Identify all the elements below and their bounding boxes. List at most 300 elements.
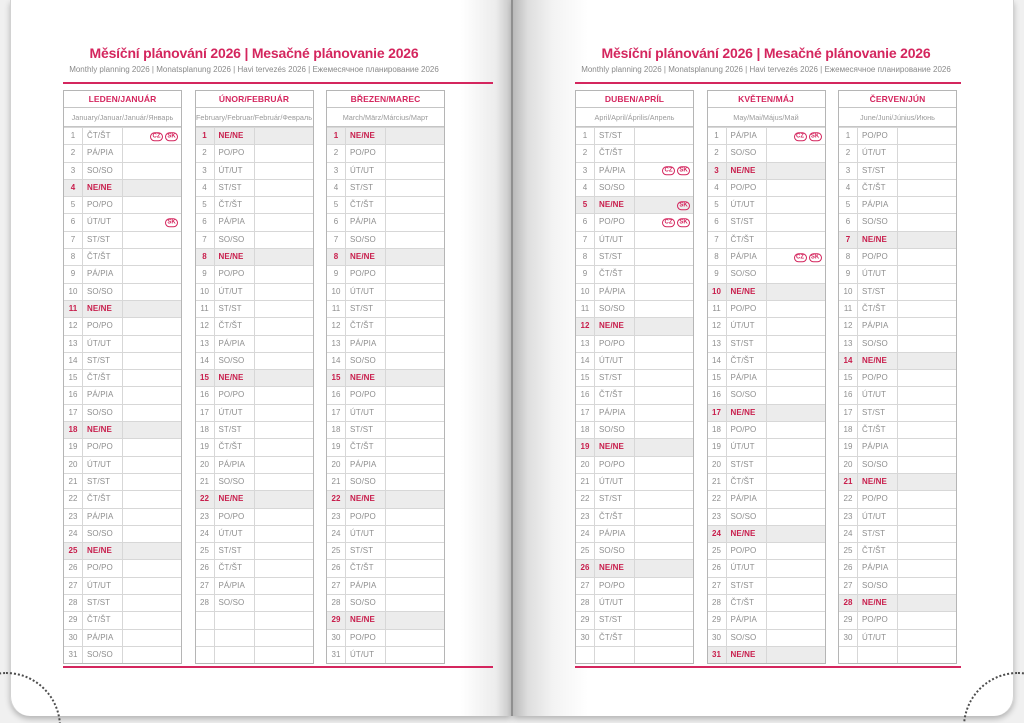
notes-cell — [767, 266, 825, 282]
day-number-cell: 2 — [327, 145, 346, 161]
day-number-cell: 15 — [839, 370, 858, 386]
day-number-cell: 10 — [64, 284, 83, 300]
day-abbrev-cell: PÁ/PIA — [83, 509, 123, 525]
notes-cell — [255, 353, 313, 369]
day-row — [708, 456, 825, 473]
month-subtitle: February/Februar/Február/Февраль — [196, 108, 313, 127]
month-header: LEDEN/JANUÁR — [64, 91, 181, 108]
day-row — [576, 144, 693, 161]
day-number-cell: 31 — [327, 647, 346, 663]
day-number-cell: 12 — [576, 318, 595, 334]
day-row — [576, 162, 693, 179]
day-row — [327, 335, 444, 352]
notes-cell — [767, 249, 825, 265]
day-number-cell: 26 — [708, 560, 727, 576]
notes-cell — [635, 353, 693, 369]
holiday-badge-cz-icon: CZ — [794, 253, 807, 262]
notes-cell — [255, 249, 313, 265]
notes-cell — [635, 509, 693, 525]
notes-cell — [898, 578, 956, 594]
day-row-sunday — [576, 196, 693, 213]
day-abbrev-cell: ČT/ŠT — [595, 266, 635, 282]
notes-cell — [123, 353, 181, 369]
day-row — [327, 317, 444, 334]
day-abbrev-cell: PO/PO — [83, 439, 123, 455]
day-number-cell: 28 — [839, 595, 858, 611]
notes-cell — [635, 214, 693, 230]
day-number-cell: 22 — [839, 491, 858, 507]
day-abbrev-cell: ST/ST — [858, 405, 898, 421]
day-abbrev-cell: NE/NE — [858, 595, 898, 611]
notes-cell — [123, 612, 181, 628]
day-number-cell: 9 — [708, 266, 727, 282]
months-row — [63, 90, 445, 664]
day-row — [708, 594, 825, 611]
day-number-cell: 28 — [64, 595, 83, 611]
day-number-cell: 5 — [708, 197, 727, 213]
day-abbrev-cell: PO/PO — [346, 266, 386, 282]
day-abbrev-cell: NE/NE — [83, 180, 123, 196]
notes-cell — [255, 387, 313, 403]
notes-cell — [386, 422, 444, 438]
notes-cell — [255, 457, 313, 473]
day-row — [708, 127, 825, 144]
notes-cell — [255, 197, 313, 213]
day-number-cell: 26 — [196, 560, 215, 576]
month-column-january — [63, 90, 182, 664]
notes-cell — [898, 612, 956, 628]
notes-cell — [386, 578, 444, 594]
day-number-cell: 5 — [196, 197, 215, 213]
day-number-cell: 16 — [64, 387, 83, 403]
bottom-rule — [63, 666, 493, 668]
day-number-cell: 19 — [196, 439, 215, 455]
day-row — [708, 508, 825, 525]
day-number-cell: 28 — [576, 595, 595, 611]
day-number-cell: 26 — [327, 560, 346, 576]
day-row — [708, 265, 825, 282]
day-row — [196, 473, 313, 490]
day-number-cell: 27 — [576, 578, 595, 594]
notes-cell — [123, 387, 181, 403]
day-abbrev-cell: ÚT/UT — [595, 595, 635, 611]
notes-cell — [635, 266, 693, 282]
day-number-cell: 27 — [708, 578, 727, 594]
day-row — [576, 300, 693, 317]
notes-cell — [386, 647, 444, 663]
day-abbrev-cell: ČT/ŠT — [83, 491, 123, 507]
day-abbrev-cell: PÁ/PIA — [346, 336, 386, 352]
day-abbrev-cell: PÁ/PIA — [727, 249, 767, 265]
day-abbrev-cell: ÚT/UT — [215, 284, 255, 300]
day-number-cell: 3 — [196, 163, 215, 179]
day-number-cell: 11 — [64, 301, 83, 317]
day-number-cell: 9 — [839, 266, 858, 282]
months-row — [575, 90, 957, 664]
day-number-cell: 19 — [576, 439, 595, 455]
day-row — [196, 577, 313, 594]
day-abbrev-cell: NE/NE — [727, 526, 767, 542]
day-abbrev-cell: PÁ/PIA — [595, 526, 635, 542]
day-row — [839, 317, 956, 334]
notes-cell — [255, 284, 313, 300]
notes-cell — [123, 630, 181, 646]
notes-cell — [898, 439, 956, 455]
day-row — [576, 369, 693, 386]
holiday-badge-sk-icon: SK — [165, 218, 178, 227]
day-number-cell: 27 — [64, 578, 83, 594]
day-row — [708, 213, 825, 230]
day-row — [839, 611, 956, 628]
day-abbrev-cell: NE/NE — [346, 128, 386, 144]
day-number-cell: 7 — [576, 232, 595, 248]
notes-cell — [767, 647, 825, 663]
notes-cell — [255, 405, 313, 421]
month-header: BŘEZEN/MAREC — [327, 91, 444, 108]
day-row — [64, 404, 181, 421]
day-row — [64, 577, 181, 594]
notes-cell — [767, 232, 825, 248]
notes-cell — [386, 630, 444, 646]
day-row — [64, 369, 181, 386]
notes-cell — [386, 370, 444, 386]
day-number-cell: 20 — [576, 457, 595, 473]
notes-cell — [635, 197, 693, 213]
day-row — [839, 629, 956, 646]
day-abbrev-cell: ÚT/UT — [346, 526, 386, 542]
notes-cell — [255, 180, 313, 196]
month-column-april — [575, 90, 694, 664]
day-abbrev-cell — [858, 647, 898, 663]
day-number-cell: 14 — [839, 353, 858, 369]
blank-day-row — [196, 611, 313, 628]
day-number-cell: 24 — [196, 526, 215, 542]
day-abbrev-cell: NE/NE — [215, 249, 255, 265]
day-number-cell: 4 — [708, 180, 727, 196]
day-abbrev-cell: ST/ST — [727, 578, 767, 594]
day-row — [196, 438, 313, 455]
notes-cell — [767, 301, 825, 317]
day-row — [839, 508, 956, 525]
notes-cell — [386, 491, 444, 507]
notes-cell — [386, 163, 444, 179]
day-row — [196, 594, 313, 611]
notes-cell — [767, 128, 825, 144]
holiday-badges — [660, 218, 690, 227]
notes-cell — [386, 318, 444, 334]
day-number-cell: 25 — [708, 543, 727, 559]
day-row — [327, 525, 444, 542]
holiday-badge-sk-icon: SK — [677, 166, 690, 175]
day-abbrev-cell: SO/SO — [858, 336, 898, 352]
day-number-cell: 10 — [196, 284, 215, 300]
day-number-cell: 29 — [708, 612, 727, 628]
day-abbrev-cell: PÁ/PIA — [858, 439, 898, 455]
day-number-cell: 10 — [327, 284, 346, 300]
day-number-cell: 16 — [196, 387, 215, 403]
day-number-cell: 18 — [64, 422, 83, 438]
day-number-cell: 12 — [64, 318, 83, 334]
notes-cell — [255, 543, 313, 559]
notes-cell — [255, 491, 313, 507]
day-number-cell: 19 — [708, 439, 727, 455]
day-number-cell — [196, 647, 215, 663]
day-abbrev-cell: SO/SO — [727, 387, 767, 403]
day-number-cell: 9 — [576, 266, 595, 282]
page-title: Měsíční plánování 2026 | Mesačné plánovanie 2026 — [89, 45, 419, 61]
day-abbrev-cell: ÚT/UT — [858, 387, 898, 403]
day-number-cell: 28 — [196, 595, 215, 611]
day-row — [64, 490, 181, 507]
day-abbrev-cell: SO/SO — [595, 180, 635, 196]
day-abbrev-cell: PO/PO — [83, 560, 123, 576]
month-header: KVĚTEN/MÁJ — [708, 91, 825, 108]
day-number-cell: 3 — [576, 163, 595, 179]
day-number-cell: 18 — [196, 422, 215, 438]
day-abbrev-cell: ÚT/UT — [83, 214, 123, 230]
day-number-cell: 5 — [576, 197, 595, 213]
page-left — [10, 0, 511, 716]
day-number-cell: 25 — [576, 543, 595, 559]
notes-cell — [386, 595, 444, 611]
notes-cell — [767, 439, 825, 455]
day-number-cell: 7 — [327, 232, 346, 248]
day-row — [576, 404, 693, 421]
day-row — [839, 369, 956, 386]
day-row — [839, 525, 956, 542]
notes-cell — [898, 128, 956, 144]
notes-cell — [386, 284, 444, 300]
notes-cell — [255, 595, 313, 611]
notes-cell — [255, 612, 313, 628]
day-number-cell: 5 — [64, 197, 83, 213]
notes-cell — [898, 526, 956, 542]
day-abbrev-cell: PÁ/PIA — [595, 163, 635, 179]
notes-cell — [635, 336, 693, 352]
day-row-sunday — [708, 404, 825, 421]
notes-cell — [255, 578, 313, 594]
day-row — [576, 231, 693, 248]
notes-cell — [255, 526, 313, 542]
day-row — [64, 525, 181, 542]
notes-cell — [898, 232, 956, 248]
notes-cell — [767, 543, 825, 559]
day-number-cell — [839, 647, 858, 663]
day-number-cell: 31 — [708, 647, 727, 663]
day-row — [839, 456, 956, 473]
day-number-cell: 6 — [64, 214, 83, 230]
day-row-sunday — [64, 179, 181, 196]
notes-cell — [123, 595, 181, 611]
day-number-cell: 3 — [327, 163, 346, 179]
notes-cell — [123, 318, 181, 334]
day-abbrev-cell: SO/SO — [83, 163, 123, 179]
notes-cell — [898, 180, 956, 196]
month-header: ÚNOR/FEBRUÁR — [196, 91, 313, 108]
notes-cell — [123, 180, 181, 196]
day-number-cell: 12 — [196, 318, 215, 334]
day-abbrev-cell: ST/ST — [83, 353, 123, 369]
day-number-cell: 13 — [327, 336, 346, 352]
day-row-sunday — [196, 248, 313, 265]
notes-cell — [255, 370, 313, 386]
day-number-cell: 27 — [196, 578, 215, 594]
notes-cell — [635, 595, 693, 611]
day-abbrev-cell: ÚT/UT — [727, 439, 767, 455]
notes-cell — [767, 353, 825, 369]
day-number-cell: 15 — [708, 370, 727, 386]
day-abbrev-cell: ČT/ŠT — [215, 560, 255, 576]
notes-cell — [255, 647, 313, 663]
day-number-cell: 6 — [708, 214, 727, 230]
notes-cell — [767, 474, 825, 490]
notes-cell — [386, 509, 444, 525]
holiday-badges — [163, 218, 178, 227]
day-row-sunday — [64, 421, 181, 438]
notes-cell — [386, 405, 444, 421]
day-number-cell: 11 — [327, 301, 346, 317]
day-abbrev-cell: SO/SO — [727, 630, 767, 646]
notes-cell — [767, 509, 825, 525]
notes-cell — [123, 197, 181, 213]
day-abbrev-cell: ČT/ŠT — [346, 318, 386, 334]
day-abbrev-cell: PO/PO — [346, 630, 386, 646]
day-number-cell: 29 — [576, 612, 595, 628]
day-number-cell: 19 — [839, 439, 858, 455]
day-abbrev-cell: PO/PO — [346, 387, 386, 403]
day-number-cell: 24 — [327, 526, 346, 542]
day-row — [708, 248, 825, 265]
day-abbrev-cell: NE/NE — [346, 249, 386, 265]
day-row — [196, 162, 313, 179]
day-row — [64, 352, 181, 369]
day-abbrev-cell: ST/ST — [858, 163, 898, 179]
day-number-cell: 8 — [196, 249, 215, 265]
day-abbrev-cell: ST/ST — [215, 543, 255, 559]
day-abbrev-cell: ST/ST — [346, 422, 386, 438]
day-number-cell: 4 — [576, 180, 595, 196]
day-number-cell: 23 — [196, 509, 215, 525]
day-number-cell: 6 — [196, 214, 215, 230]
day-row — [196, 300, 313, 317]
page-right — [513, 0, 1014, 716]
day-number-cell: 29 — [839, 612, 858, 628]
day-abbrev-cell: PÁ/PIA — [727, 491, 767, 507]
day-row — [196, 265, 313, 282]
day-row — [839, 162, 956, 179]
holiday-badges — [148, 131, 178, 140]
day-abbrev-cell: PÁ/PIA — [215, 214, 255, 230]
notes-cell — [898, 214, 956, 230]
notes-cell — [767, 405, 825, 421]
day-number-cell: 1 — [64, 128, 83, 144]
month-subtitle: March/März/Március/Март — [327, 108, 444, 127]
notes-cell — [898, 370, 956, 386]
day-row — [839, 213, 956, 230]
notes-cell — [898, 336, 956, 352]
day-abbrev-cell: ST/ST — [727, 214, 767, 230]
day-number-cell: 25 — [196, 543, 215, 559]
notes-cell — [635, 474, 693, 490]
notes-cell — [386, 439, 444, 455]
notes-cell — [123, 439, 181, 455]
notes-cell — [767, 370, 825, 386]
notes-cell — [898, 560, 956, 576]
day-abbrev-cell: NE/NE — [346, 370, 386, 386]
day-row — [64, 611, 181, 628]
day-number-cell: 20 — [839, 457, 858, 473]
day-row-sunday — [576, 559, 693, 576]
notes-cell — [386, 145, 444, 161]
day-abbrev-cell: PO/PO — [858, 612, 898, 628]
day-abbrev-cell: ST/ST — [346, 180, 386, 196]
day-row — [576, 248, 693, 265]
day-row — [196, 179, 313, 196]
notes-cell — [898, 284, 956, 300]
bottom-rule — [575, 666, 961, 668]
day-row — [64, 283, 181, 300]
notes-cell — [898, 197, 956, 213]
day-row — [839, 248, 956, 265]
day-abbrev-cell: SO/SO — [83, 284, 123, 300]
day-number-cell: 21 — [196, 474, 215, 490]
notes-cell — [898, 491, 956, 507]
day-abbrev-cell: ČT/ŠT — [727, 353, 767, 369]
day-row — [576, 456, 693, 473]
day-number-cell: 19 — [327, 439, 346, 455]
day-number-cell: 30 — [64, 630, 83, 646]
notes-cell — [635, 647, 693, 663]
day-row — [576, 525, 693, 542]
notes-cell — [635, 612, 693, 628]
day-abbrev-cell: ČT/ŠT — [215, 318, 255, 334]
day-number-cell: 31 — [64, 647, 83, 663]
day-row — [196, 559, 313, 576]
day-row — [64, 231, 181, 248]
holiday-badge-cz-icon: CZ — [662, 218, 675, 227]
day-abbrev-cell: PO/PO — [858, 491, 898, 507]
day-number-cell: 14 — [64, 353, 83, 369]
day-number-cell: 25 — [839, 543, 858, 559]
notes-cell — [635, 543, 693, 559]
day-abbrev-cell: PÁ/PIA — [858, 318, 898, 334]
day-number-cell: 7 — [196, 232, 215, 248]
notes-cell — [635, 457, 693, 473]
day-row — [576, 352, 693, 369]
notes-cell — [767, 630, 825, 646]
day-abbrev-cell: ÚT/UT — [595, 232, 635, 248]
day-number-cell: 22 — [64, 491, 83, 507]
notes-cell — [123, 301, 181, 317]
day-abbrev-cell: SO/SO — [215, 353, 255, 369]
day-row — [64, 508, 181, 525]
day-abbrev-cell: PO/PO — [727, 180, 767, 196]
notes-cell — [255, 439, 313, 455]
notes-cell — [386, 232, 444, 248]
day-row — [708, 179, 825, 196]
day-row — [327, 300, 444, 317]
day-row — [839, 577, 956, 594]
notes-cell — [767, 578, 825, 594]
day-abbrev-cell: PÁ/PIA — [346, 214, 386, 230]
day-abbrev-cell: ČT/ŠT — [83, 612, 123, 628]
day-number-cell: 4 — [839, 180, 858, 196]
holiday-badges — [792, 131, 822, 140]
day-row — [64, 646, 181, 663]
holiday-badge-sk-icon: SK — [165, 132, 178, 141]
day-number-cell: 15 — [576, 370, 595, 386]
day-abbrev-cell: PÁ/PIA — [727, 128, 767, 144]
